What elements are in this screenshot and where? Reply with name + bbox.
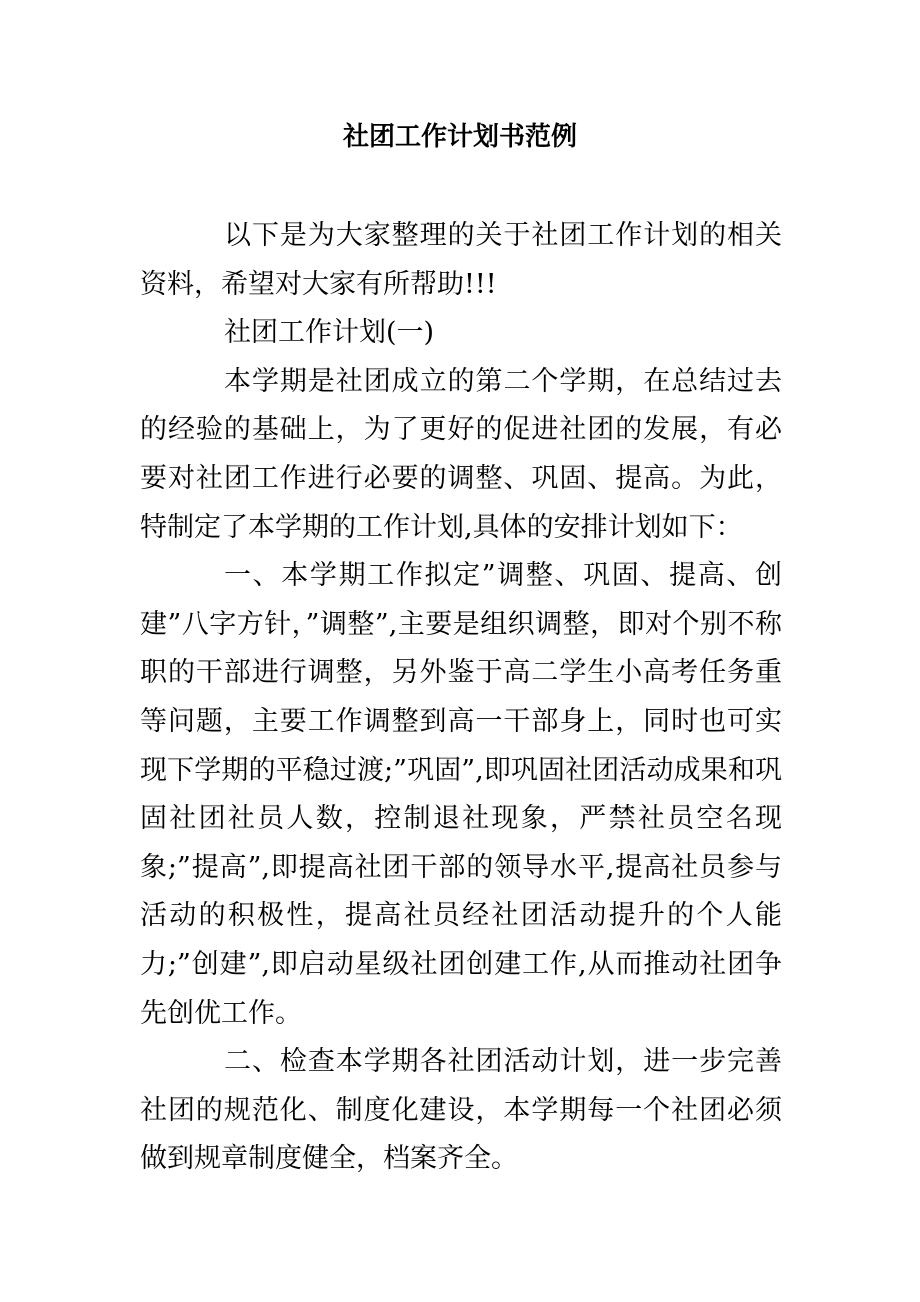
paragraph-intro: 以下是为大家整理的关于社团工作计划的相关资料，希望对大家有所帮助!!! (140, 220, 782, 300)
paragraph-item-2: 二、检查本学期各社团活动计划，进一步完善社团的规范化、制度化建设，本学期每一个社团必须做到规章制度健全，档案齐全。 (140, 1046, 782, 1175)
paragraph-item-1: 一、本学期工作拟定”调整、巩固、提高、创建”八字方针，”调整”,主要是组织调整，即对个别不称职的干部进行调整，另外鉴于高二学生小高考任务重等问题，主要工作调整到高一干部身上，同时也可实现下学期的平稳过渡;”巩固”,即巩固社团活动成果和巩固社团社员人数，控制退社现象，严禁社员空名现象;”提高”,即提高社团干部的领导水平,提高社员参与活动的积极性，提高社员经社团活动提升的个人能力;”创建”,即启动星级社团创建工作,从而推动社团争先创优工作。 (140, 560, 782, 1029)
document-title: 社团工作计划书范例 (342, 122, 577, 152)
paragraph-overview: 本学期是社团成立的第二个学期，在总结过去的经验的基础上，为了更好的促进社团的发展，有必要对社团工作进行必要的调整、巩固、提高。为此，特制定了本学期的工作计划,具体的安排计划如下： (140, 365, 782, 543)
document-body (140, 212, 782, 1184)
section-heading: 社团工作计划(一) (224, 317, 435, 349)
